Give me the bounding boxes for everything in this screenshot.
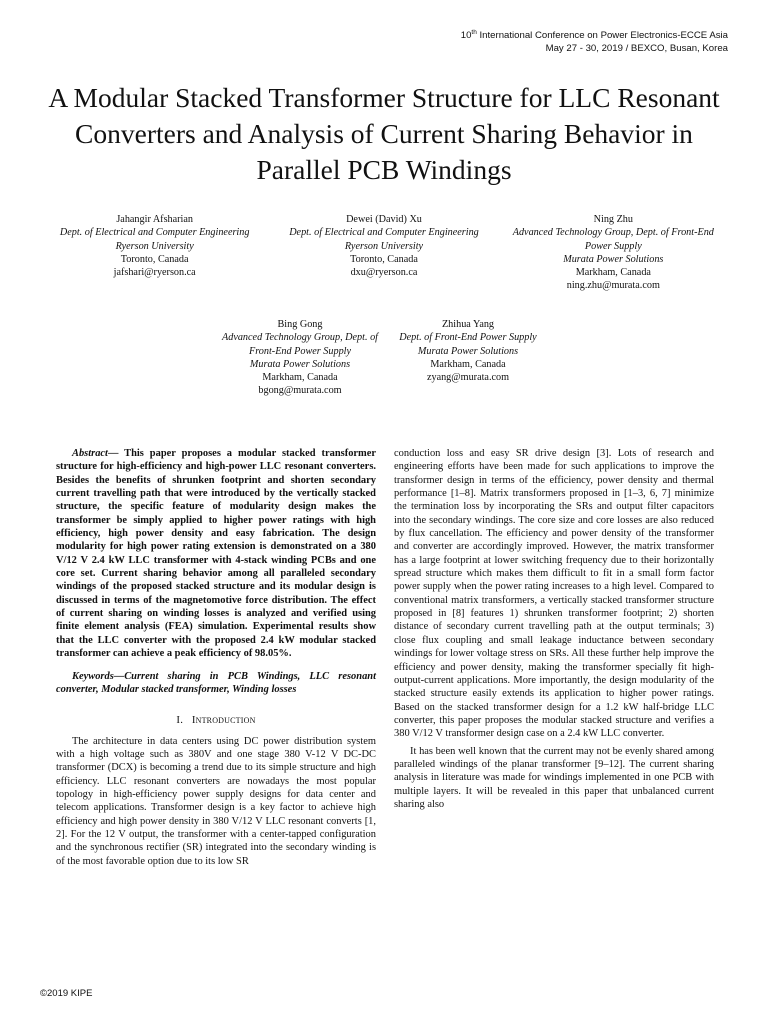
author-institution: Murata Power Solutions [417,345,519,357]
body-paragraph: conduction loss and easy SR drive design [3]. Lots of research and engineering efforts have been made for such applications to improve the transformer design in terms of the efficiency, power density and thermal performance [1–8]. Matrix transformers proposed in [1–3, 6, 7] minimize the termination loss by incorporating the SRs and output filter capacitors into the secondary windings. The core size and core losses are also reduced by flux cancellation. The efficiency and power density of the transformer and converter are accordingly improved. However, the matrix transformer has a large footprint at lower switching frequency due to their horizontally spread structure which makes them difficult to fit in a small form factor power supply when the power rating increases to a high level. Compared to conventional matrix transformers, a vertically stacked transformer structure proposed in [8] features 1) shrunken transformer footprint; 2) shorten distance of secondary current travelling path at the output terminals; 3) close flux coupling and small leakage inductance between secondary windings for lower voltage stress on SRs. All these further help improve the efficiency and power density, making the transformer specially fit high-output-current applications. More importantly, the design modularity of the stacked structure easily extends its application to higher power ratings. Based on the stacked transformer design for a 1.2 kW half-bridge LLC converter, this paper proposes the modular stacked structure and verifies a 380 V/12 V transformer design case on a 2.4 kW LLC converter. [394,448,714,740]
author-email: dxu@ryerson.ca [350,267,418,279]
author-block [269,213,498,293]
keywords-lead: Keywords [72,670,114,682]
author-city: Toronto, Canada [350,253,418,265]
authors-row-2 [40,318,728,398]
author-affiliation: Advanced Technology Group, Dept. of Front-End Power Supply [222,332,378,357]
author-email: jafshari@ryerson.ca [113,267,196,279]
body-paragraph: It has been well known that the current may not be evenly shared among paralleled windings of the planar transformer [9–12]. The current sharing analysis in literature was made for windings implemented in one PCB with multiple layers. It will be revealed in this paper that unbalanced current sharing also [394,745,714,810]
authors-row-1 [40,213,728,293]
author-city: Markham, Canada [430,358,506,370]
author-name: Ning Zhu [593,214,633,225]
copyright-footer: ©2019 KIPE [40,988,93,999]
author-name: Bing Gong [277,319,323,330]
author-institution: Ryerson University [344,240,424,252]
author-city: Markham, Canada [262,372,338,384]
keywords-text: —Current sharing in PCB Windings, LLC resonant converter, Modular stacked transformer, Winding losses [56,670,376,695]
author-institution: Murata Power Solutions [563,253,664,265]
author-email: ning.zhu@murata.com [566,280,660,292]
abstract-text: — This paper proposes a modular stacked transformer structure for high-efficiency and high-power LLC resonant converters. Besides the benefits of shrunken footprint and shorten secondary current travelling path that were introduced by the vertically stacked structure, the specific feature of modularity design makes the transformer be simply applied to higher power ratings with high efficiency, high power density and easy fabrication. The design modularity for high power rating extension is demonstrated on a 380 V/12 V 2.4 kW LLC transformer with 4-stack winding PCBs and one core set. Current sharing behavior among all paralleled secondary windings of the proposed stacked structure and its modular design is discussed in terms of the magnetomotive force distribution. The effect of current sharing on winding losses is analyzed and verified using finite element analysis (FEA) simulation. Experimental results show that the LLC converter with the proposed 2.4 kW modular stacked transformer can achieve a peak efficiency of 98.05%. [56,448,376,660]
author-affiliation: Advanced Technology Group, Dept. of Front-End Power Supply [512,227,714,252]
paper-title: A Modular Stacked Transformer Structure for LLC Resonant Converters and Analysis of Current Sharing Behavior in Parallel PCB Windings [48,82,720,185]
author-name: Jahangir Afsharian [116,214,193,225]
author-city: Toronto, Canada [120,253,189,265]
author-city: Markham, Canada [575,267,651,279]
author-name: Dewei (David) Xu [346,214,422,225]
conference-header [461,26,728,55]
author-affiliation: Dept. of Electrical and Computer Engineering [59,227,250,239]
right-column [394,447,714,811]
author-email: zyang@murata.com [426,372,510,384]
author-block [40,213,269,293]
conference-dates: May 27 - 30, 2019 / BEXCO, Busan, Korea [545,43,728,55]
conference-name: 10th International Conference on Power Electronics-ECCE Asia [460,29,728,42]
author-block [499,213,728,293]
section-numeral: I. [176,714,184,727]
keywords [56,670,376,697]
section-title: Introduction [191,714,256,727]
author-block [389,318,547,398]
abstract-lead: Abstract [72,448,108,459]
abstract [56,447,376,661]
section-heading [56,714,376,727]
author-block [221,318,379,398]
author-affiliation: Dept. of Front-End Power Supply [399,332,537,344]
author-affiliation: Dept. of Electrical and Computer Engineering [289,227,479,239]
author-email: bgong@murata.com [258,385,342,397]
author-institution: Ryerson University [115,240,194,252]
author-name: Zhihua Yang [441,319,495,330]
left-column [56,447,376,868]
author-institution: Murata Power Solutions [249,358,351,370]
intro-paragraph: The architecture in data centers using DC power distribution system with a high voltage such as 380V and one stage 380 V-12 V DC-DC transformer (DCX) is becoming a trend due to its simple structure and high efficiency. LLC resonant converters are nowadays the most popular topology in high-efficiency power supply designs for data center and telecom applications. Transformer design is a key factor to achieve high efficiency and high power density in 380 V/12 V LLC resonant converts [1, 2]. For the 12 V output, the transformer with a center-tapped configuration and the synchronous rectifier (SR) integrated into the secondary winding is of the most favorable option due to its low SR [56,735,376,867]
